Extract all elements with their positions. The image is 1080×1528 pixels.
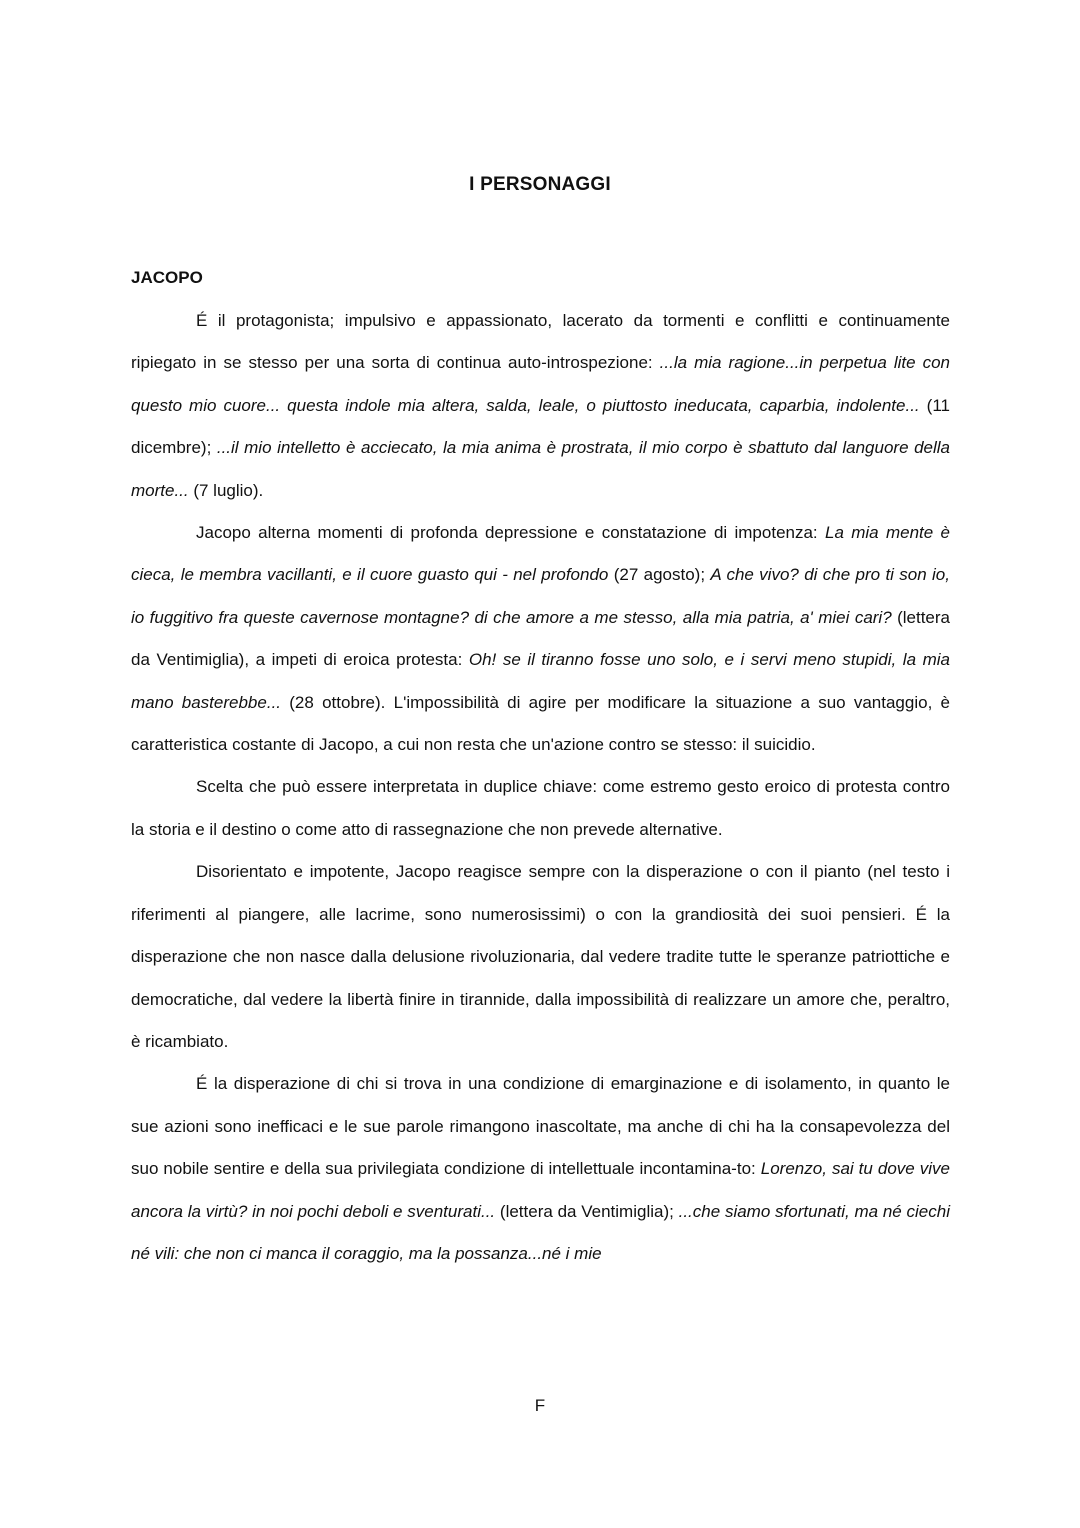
text-run: (lettera da Ventimiglia), a impeti di eroica protesta: <box>131 607 951 670</box>
quote-text: La mia mente è cieca, le membra vacillanti, e il cuore guasto qui - nel profondo <box>131 523 950 585</box>
text-run: (lettera da Ventimiglia); <box>495 1201 679 1221</box>
text-run: (7 luglio). <box>188 480 264 500</box>
paragraph <box>131 766 950 851</box>
text-run: (11 dicembre); <box>131 395 950 458</box>
paragraph <box>131 300 950 512</box>
text-run: Scelta che può essere interpretata in duplice chiave: come estremo gesto eroico di protesta contro la storia e il destino o come atto di rassegnazione che non prevede alternative. <box>131 777 950 839</box>
text-run: É il protagonista; impulsivo e appassionato, lacerato da tormenti e conflitti e continuamente ripiegato in se stesso per una sorta di continua auto-introspezione: <box>131 311 950 373</box>
text-run: É la disperazione di chi si trova in una condizione di emarginazione e di isolamento, in quanto le sue azioni sono inefficaci e le sue parole rimangono inascoltate, ma anche di chi ha la consapevolezza del suo nobile sentire e della sua privilegiata condizione di intellettuale incontamina-to: <box>131 1074 950 1179</box>
text-run: Jacopo alterna momenti di profonda depressione e constatazione di impotenza: <box>196 523 825 543</box>
body-text <box>131 300 950 1275</box>
text-run: Disorientato e impotente, Jacopo reagisce sempre con la disperazione o con il pianto (nel testo i riferimenti al piangere, alle lacrime, sono numerosissimi) o con la grandiosità dei suoi pensieri. É la disperazione che non nasce dalla delusione rivoluzionaria, dal vedere tradite tutte le speranze patriottiche e democratiche, dal vedere la libertà finire in tirannide, dalla impossibilità di realizzare un amore che, peraltro, è ricambiato. <box>131 862 950 1051</box>
text-run: (28 ottobre). L'impossibilità di agire per modificare la situazione a suo vantaggio, è caratteristica costante di Jacopo, a cui non resta che un'azione contro se stesso: il suicidio. <box>131 692 951 755</box>
quote-text: ...la mia ragione...in perpetua lite con questo mio cuore... questa indole mia altera, salda, leale, o piuttosto ineducata, caparbia, indolente... <box>131 353 950 415</box>
quote-text: ...il mio intelletto è acciecato, la mia anima è prostrata, il mio corpo è sbattuto dal languore della morte... <box>131 438 950 500</box>
paragraph <box>131 1063 950 1275</box>
page-title: I PERSONAGGI <box>469 174 611 195</box>
paragraph <box>131 851 950 1063</box>
text-run: (27 agosto); <box>608 565 711 585</box>
quote-text: A che vivo? di che pro ti son io, io fuggitivo fra queste cavernose montagne? di che amore a me stesso, alla mia patria, a' miei cari? <box>131 565 950 627</box>
paragraph <box>131 512 950 766</box>
quote-text: ...che siamo sfortunati, ma né ciechi né vili: che non ci manca il coraggio, ma la possanza...né i mie <box>131 1201 950 1263</box>
quote-text: Oh! se il tiranno fosse uno solo, e i servi meno stupidi, la mia mano basterebbe... <box>131 650 950 712</box>
section-heading-jacopo: JACOPO <box>131 268 203 287</box>
page-number: F <box>534 1396 546 1415</box>
quote-text: Lorenzo, sai tu dove vive ancora la virtù? in noi pochi deboli e sventurati... <box>131 1159 950 1221</box>
